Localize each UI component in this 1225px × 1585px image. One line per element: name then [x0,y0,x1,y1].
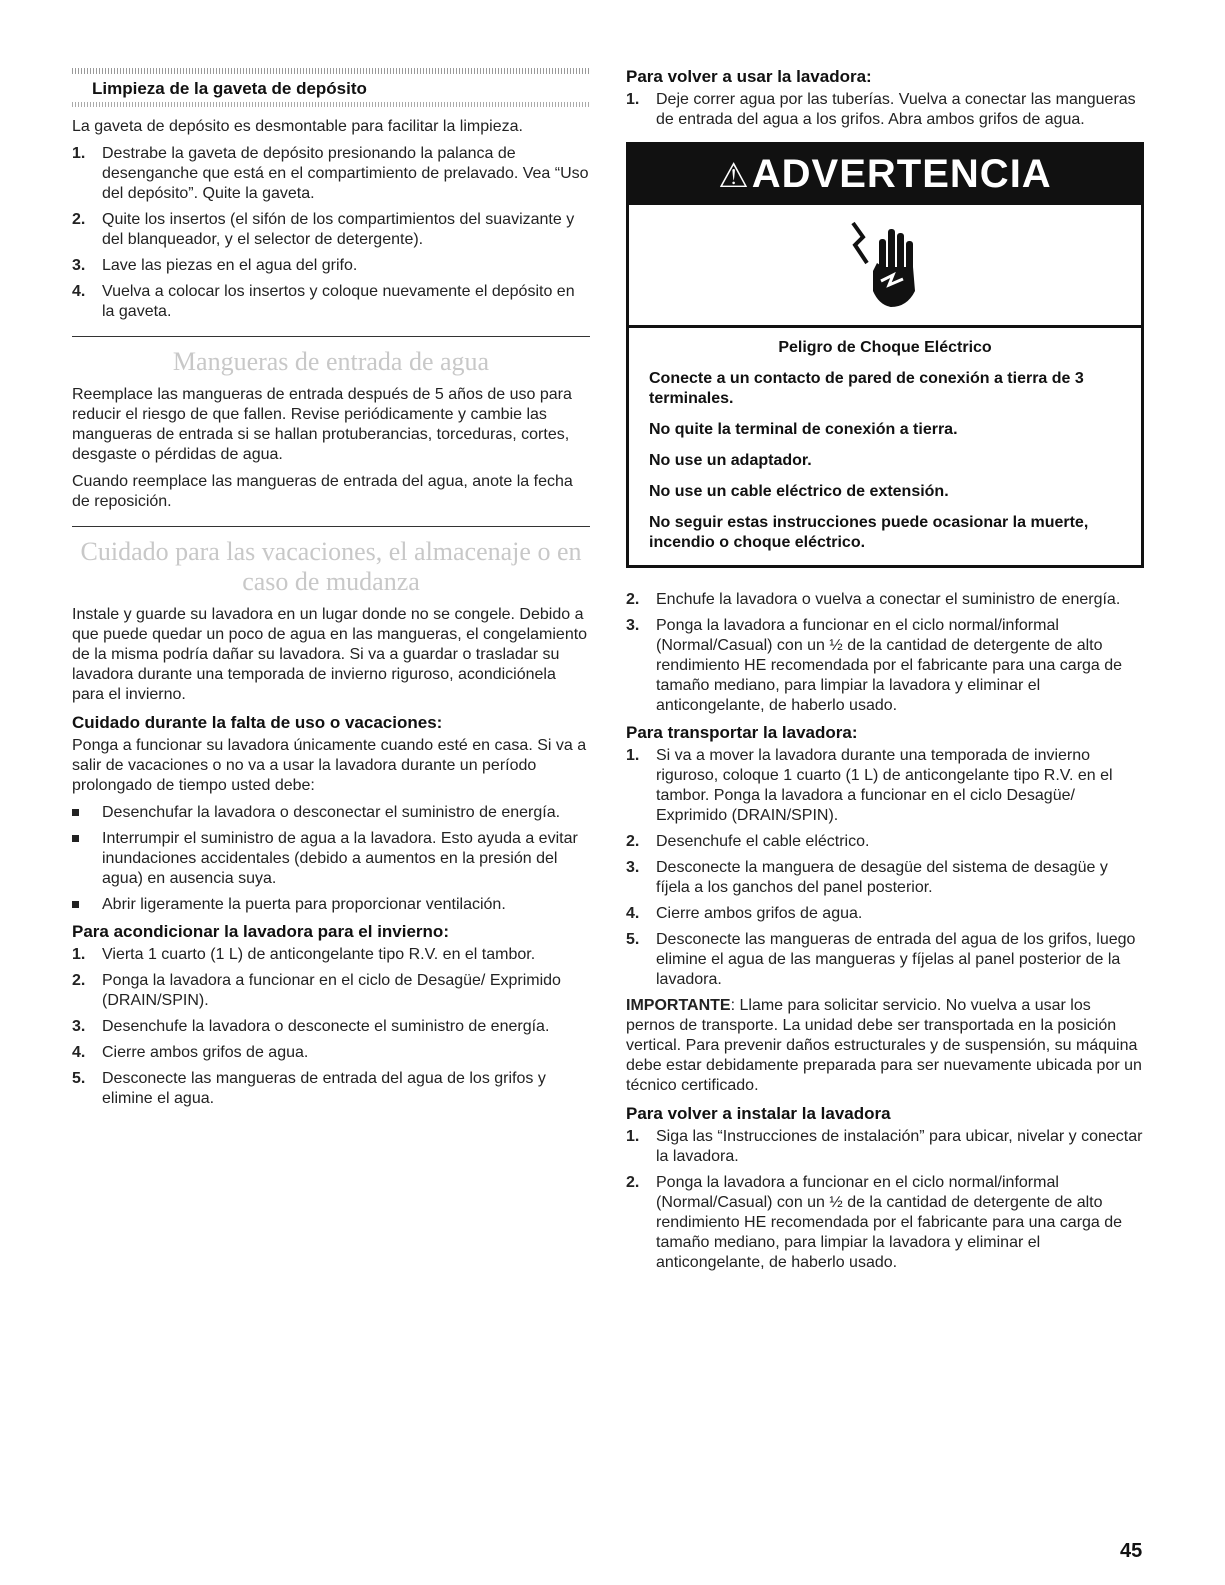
reuse-steps [626,90,1144,130]
warning-icon-row [629,205,1141,328]
warning-body [629,328,1141,565]
warning-line: Conecte a un contacto de pared de conexión a tierra de 3 terminales. [649,370,1084,407]
warning-title: ⚠ADVERTENCIA [629,145,1141,205]
list-item: 1. Siga las “Instrucciones de instalación” para ubicar, nivelar y conectar la lavadora. [626,1128,1143,1165]
vacation-bullets [72,803,590,915]
list-item: 3. Ponga la lavadora a funcionar en el ciclo normal/informal (Normal/Casual) con un ½ de la cantidad de detergente de alto rendimiento HE recomendada por el fabricante para una carga de tamaño mediano, para limpiar la lavadora y eliminar el anticongelante, de haberlo usado. [626,617,1123,714]
list-item: 1. Destrabe la gaveta de depósito presionando la palanca de desenganche que está en el compartimiento de prelavado. Vea “Uso del depósito”. Quite la gaveta. [72,145,589,202]
vacation-heading: Cuidado durante la falta de uso o vacaciones: [72,713,443,732]
page-number: 45 [1120,1540,1143,1562]
list-item: Desenchufar la lavadora o desconectar el suministro de energía. [72,803,590,823]
warning-triangle-icon: ⚠ [718,157,750,195]
warning-line: No use un adaptador. [649,452,812,469]
list-item: 1. Deje correr agua por las tuberías. Vuelva a conectar las mangueras de entrada del agua a los grifos. Abra ambos grifos de agua. [626,91,1136,128]
list-item: 2. Ponga la lavadora a funcionar en el ciclo normal/informal (Normal/Casual) con un ½ de la cantidad de detergente de alto rendimiento HE recomendada por el fabricante para una carga de tamaño mediano, para limpiar la lavadora y eliminar el anticongelante, de haberlo usado. [626,1174,1123,1271]
winter-steps [72,945,590,1109]
list-item: 2. Enchufe la lavadora o vuelva a conectar el suministro de energía. [626,591,1121,608]
list-item: Abrir ligeramente la puerta para proporcionar ventilación. [72,895,590,915]
reuse-steps-cont [626,590,1144,716]
list-item: 4. Cierre ambos grifos de agua. [626,905,863,922]
list-item: 1. Vierta 1 cuarto (1 L) de anticongelante tipo R.V. en el tambor. [72,946,536,963]
reinstall-steps [626,1127,1144,1273]
list-item: 2. Ponga la lavadora a funcionar en el ciclo de Desagüe/ Exprimido (DRAIN/SPIN). [72,972,561,1009]
left-column [72,60,590,1115]
divider [72,68,590,74]
list-item: 3. Lave las piezas en el agua del grifo. [72,257,358,274]
list-item: 2. Quite los insertos (el sifón de los compartimientos del suavizante y del blanqueador, y el selector de detergente). [72,211,575,248]
important-note: IMPORTANTE: Llame para solicitar servicio. No vuelva a usar los pernos de transporte. La unidad debe ser transportada en la posición vertical. Para prevenir daños estructurales y de suspensión, su máquina debe estar debidamente preparada para ser nuevamente ubicada por un técnico certificado. [626,997,1142,1094]
right-column [626,66,1144,1279]
list-item: 3. Desconecte la manguera de desagüe del sistema de desagüe y fíjela a los ganchos del panel posterior. [626,859,1108,896]
vacation-paragraph: Ponga a funcionar su lavadora únicamente cuando esté en casa. Si va a salir de vacaciones o no va a usar la lavadora durante un período prolongado de tiempo usted debe: [72,737,587,794]
dispenser-heading: Limpieza de la gaveta de depósito [92,79,367,98]
reinstall-heading: Para volver a instalar la lavadora [626,1104,891,1123]
warning-box [626,142,1144,568]
dispenser-intro: La gaveta de depósito es desmontable para facilitar la limpieza. [72,118,523,135]
hoses-paragraph: Cuando reemplace las mangueras de entrada del agua, anote la fecha de reposición. [72,473,573,510]
warning-line: No use un cable eléctrico de extensión. [649,483,949,500]
hoses-paragraph: Reemplace las mangueras de entrada después de 5 años de uso para reducir el riesgo de que fallen. Revise periódicamente y cambie las mangueras de entrada si se hallan protuberancias, torceduras, cortes, desgaste o pérdidas de agua. [72,386,572,463]
list-item: 4. Cierre ambos grifos de agua. [72,1044,309,1061]
list-item: Interrumpir el suministro de agua a la lavadora. Esto ayuda a evitar inundaciones accidentales (debido a aumentos en la presión del agua) en ausencia suya. [72,829,590,889]
list-item: 4. Vuelva a colocar los insertos y coloque nuevamente el depósito en la gaveta. [72,283,575,320]
list-item: 2. Desenchufe el cable eléctrico. [626,833,870,850]
list-item: 1. Si va a mover la lavadora durante una temporada de invierno riguroso, coloque 1 cuarto (1 L) de anticongelante tipo R.V. en el tambor. Ponga la lavadora a funcionar en el ciclo Desagüe/ Exprimido (DRAIN/SPIN). [626,747,1113,824]
divider [72,526,590,527]
care-paragraph: Instale y guarde su lavadora en un lugar donde no se congele. Debido a que puede quedar un poco de agua en las mangueras, el congelamiento de la misma podría dañar su lavadora. Si va a guardar o trasladar su lavadora durante una temporada de invierno riguroso, acondiciónela para el invierno. [72,606,588,703]
warning-line: No seguir estas instrucciones puede ocasionar la muerte, incendio o choque eléctrico. [649,514,1089,551]
transport-heading: Para transportar la lavadora: [626,723,858,742]
warning-line: No quite la terminal de conexión a tierra. [649,421,958,438]
dispenser-steps [72,144,590,322]
reuse-heading: Para volver a usar la lavadora: [626,67,872,86]
hoses-heading: Mangueras de entrada de agua [172,347,490,376]
list-item: 5. Desconecte las mangueras de entrada del agua de los grifos y elimine el agua. [72,1070,546,1107]
care-heading: Cuidado para las vacaciones, el almacenaje o en caso de mudanza [80,537,582,596]
transport-steps [626,746,1144,990]
list-item: 5. Desconecte las mangueras de entrada del agua de los grifos, luego elimine el agua de las mangueras y fíjelas al panel posterior de la lavadora. [626,931,1136,988]
list-item: 3. Desenchufe la lavadora o desconecte el suministro de energía. [72,1018,550,1035]
divider [72,102,590,107]
divider [72,336,590,337]
warning-hazard: Peligro de Choque Eléctrico [778,339,992,356]
winter-heading: Para acondicionar la lavadora para el invierno: [72,922,449,941]
electric-shock-hand-icon [845,215,925,315]
